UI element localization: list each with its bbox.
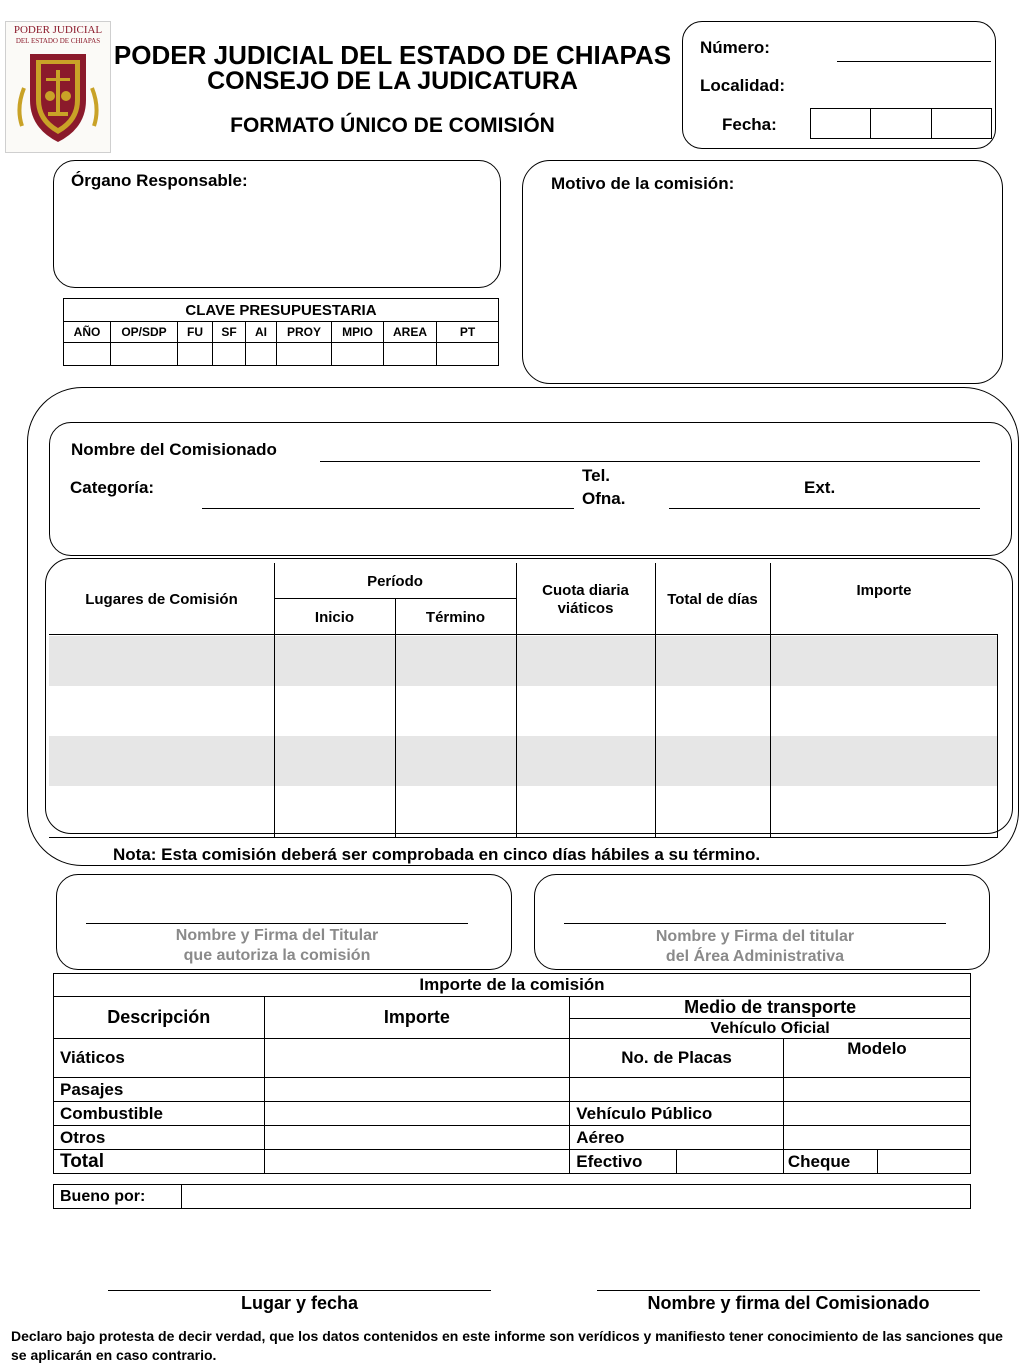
clave-cell[interactable]: [64, 343, 111, 366]
numero-label: Número:: [700, 38, 770, 57]
clave-col-header: OP/SDP: [111, 322, 178, 343]
total-dias-header: Total de días: [667, 591, 758, 608]
vehiculo-publico-label: Vehículo Público: [570, 1102, 784, 1126]
clave-cell[interactable]: [213, 343, 246, 366]
firma-titular-line[interactable]: [86, 923, 468, 924]
lugares-header-divider: [49, 634, 998, 635]
tel-label: Tel.: [582, 466, 611, 485]
org-subtitle: CONSEJO DE LA JUDICATURA: [207, 67, 578, 95]
efectivo-field[interactable]: [676, 1150, 783, 1174]
clave-col-header: SF: [213, 322, 246, 343]
clave-cell[interactable]: [111, 343, 178, 366]
lugares-bottom-line: [49, 837, 998, 838]
nombre-comisionado-label: Nombre del Comisionado: [71, 440, 277, 459]
clave-cell[interactable]: [178, 343, 213, 366]
clave-col-header: AÑO: [64, 322, 111, 343]
categoria-label: Categoría:: [70, 478, 155, 497]
otros-importe[interactable]: [264, 1126, 570, 1150]
clave-col-header: AI: [246, 322, 277, 343]
combustible-importe[interactable]: [264, 1102, 570, 1126]
tel-field[interactable]: [669, 508, 980, 509]
clave-col-header: FU: [178, 322, 213, 343]
aereo-label: Aéreo: [570, 1126, 784, 1150]
firma-comisionado-line[interactable]: [597, 1290, 980, 1291]
total-label: Total: [54, 1150, 265, 1174]
cuota-header-line2: viáticos: [557, 600, 614, 617]
logo: [5, 21, 111, 153]
cheque-label: Cheque: [784, 1150, 878, 1173]
vehiculo-oficial-header: Vehículo Oficial: [570, 1019, 971, 1039]
aereo-field[interactable]: [783, 1126, 970, 1150]
form-title: FORMATO ÚNICO DE COMISIÓN: [230, 114, 555, 137]
periodo-header: Período: [367, 573, 423, 590]
viaticos-importe[interactable]: [264, 1039, 570, 1078]
declaracion-text: Declaro bajo protesta de decir verdad, que los datos contenidos en este informe son verídicos y manifiesto tener conocimiento de las sanciones que se aplicarán en caso contrario.: [11, 1328, 1003, 1363]
clave-col-header: AREA: [384, 322, 437, 343]
cuota-header-line1: Cuota diaria: [542, 582, 629, 599]
combustible-label: Combustible: [54, 1102, 265, 1126]
fecha-label: Fecha:: [722, 115, 777, 134]
importe-table-title: Importe de la comisión: [54, 974, 971, 997]
fecha-month-box[interactable]: [871, 109, 931, 139]
col-divider: [274, 563, 275, 838]
pasajes-importe[interactable]: [264, 1078, 570, 1102]
categoria-field[interactable]: [202, 508, 574, 509]
col-divider: [770, 563, 771, 838]
firma-admin-caption1: Nombre y Firma del titular: [655, 928, 855, 945]
firma-titular-caption1: Nombre y Firma del Titular: [175, 927, 379, 944]
nombre-comisionado-field[interactable]: [320, 461, 980, 462]
clave-cell[interactable]: [332, 343, 384, 366]
efectivo-label: Efectivo: [570, 1150, 676, 1174]
localidad-label: Localidad:: [700, 76, 786, 95]
descripcion-header: Descripción: [54, 997, 265, 1039]
importe-comision-table: [53, 973, 971, 1174]
bueno-por-table: [53, 1184, 971, 1209]
org-title: PODER JUDICIAL DEL ESTADO DE CHIAPAS: [113, 40, 672, 70]
coat-of-arms-icon: [14, 48, 102, 148]
lugar-fecha-label: Lugar y fecha: [240, 1293, 359, 1313]
organo-label: Órgano Responsable:: [71, 171, 248, 190]
col-divider: [395, 598, 396, 838]
medio-transporte-header: Medio de transporte: [570, 997, 971, 1019]
fecha-boxes: [810, 108, 992, 139]
firma-comisionado-label: Nombre y firma del Comisionado: [647, 1293, 930, 1313]
clave-cell[interactable]: [384, 343, 437, 366]
pasajes-label: Pasajes: [54, 1078, 265, 1102]
cheque-cell[interactable]: [783, 1150, 970, 1174]
nota-text: Nota: Esta comisión deberá ser comprobada en cinco días hábiles a su término.: [113, 845, 761, 864]
numero-field[interactable]: [837, 61, 991, 62]
motivo-label: Motivo de la comisión:: [551, 174, 735, 193]
modelo-field[interactable]: [783, 1078, 970, 1102]
vehiculo-publico-field[interactable]: [783, 1102, 970, 1126]
logo-text-line1: PODER JUDICIAL: [13, 24, 103, 36]
ext-label: Ext.: [804, 478, 836, 497]
clave-col-header: MPIO: [332, 322, 384, 343]
importe-col-header: Importe: [264, 997, 570, 1039]
logo-text-line2: DEL ESTADO DE CHIAPAS: [15, 37, 101, 45]
fecha-year-box[interactable]: [931, 109, 991, 139]
firma-admin-caption2: del Área Administrativa: [665, 948, 845, 965]
lugar-fecha-line[interactable]: [108, 1290, 491, 1291]
bueno-por-field[interactable]: [182, 1185, 971, 1209]
clave-cell[interactable]: [437, 343, 499, 366]
placas-field[interactable]: [570, 1078, 784, 1102]
termino-header: Término: [425, 609, 486, 626]
clave-cell[interactable]: [246, 343, 277, 366]
total-importe[interactable]: [264, 1150, 570, 1174]
clave-title: CLAVE PRESUPUESTARIA: [64, 299, 499, 322]
ofna-label: Ofna.: [582, 489, 626, 508]
importe-header: Importe: [856, 582, 912, 599]
fecha-day-box[interactable]: [811, 109, 871, 139]
inicio-header: Inicio: [314, 609, 355, 626]
firma-admin-line[interactable]: [564, 923, 946, 924]
bueno-por-label: Bueno por:: [54, 1185, 182, 1209]
lugares-header: Lugares de Comisión: [85, 591, 238, 608]
clave-cell[interactable]: [277, 343, 332, 366]
modelo-label: Modelo: [783, 1039, 970, 1078]
clave-col-header: PROY: [277, 322, 332, 343]
clave-presupuestaria-table: [63, 298, 499, 366]
viaticos-label: Viáticos: [54, 1039, 265, 1078]
otros-label: Otros: [54, 1126, 265, 1150]
firma-titular-caption2: que autoriza la comisión: [183, 947, 371, 964]
placas-label: No. de Placas: [570, 1039, 784, 1078]
col-divider: [997, 634, 998, 838]
clave-col-header: PT: [437, 322, 499, 343]
